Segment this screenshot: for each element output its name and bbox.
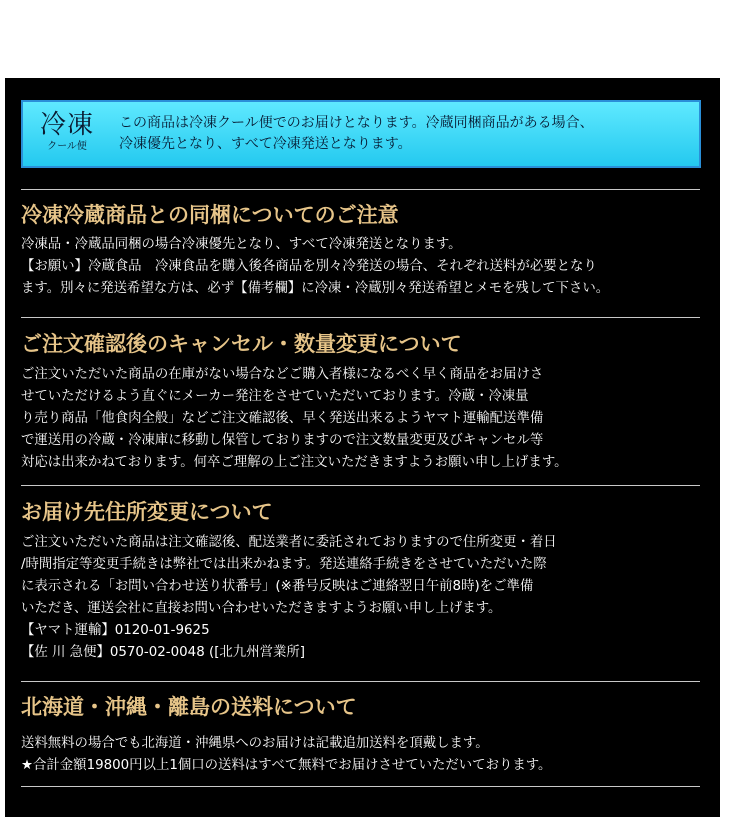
body-line: せていただけるよう直ぐにメーカー発注をさせていただいております。冷蔵・冷凍量: [21, 389, 529, 404]
banner-message: [119, 113, 699, 155]
section-title-remote-shipping: 北海道・沖縄・離島の送料について: [21, 694, 357, 719]
section-divider: [21, 485, 700, 486]
section-divider: [21, 317, 700, 318]
section-title-cancellation: ご注文確認後のキャンセル・数量変更について: [21, 331, 462, 356]
badge-main-text: 冷凍: [39, 110, 94, 140]
section-title-address-change: お届け先住所変更について: [21, 499, 273, 524]
sagawa-phone: 【佐 川 急便】0570-02-0048 ([北九州営業所]: [21, 645, 305, 660]
frozen-cool-badge: [37, 110, 97, 162]
body-line: で運送用の冷蔵・冷凍庫に移動し保管しておりますので注文数量変更及びキャンセル等: [21, 433, 544, 448]
body-line: ★合計金額19800円以上1個口の送料はすべて無料でお届けさせていただいております。: [21, 758, 552, 773]
yamato-phone: 【ヤマト運輸】0120-01-9625: [21, 623, 210, 638]
section-divider: [21, 189, 700, 190]
body-line: 【お願い】冷蔵食品 冷凍食品を購入後各商品を別々冷発送の場合、それぞれ送料が必要となり: [21, 259, 597, 274]
section-body-cancellation: [21, 364, 711, 474]
body-line: 送料無料の場合でも北海道・沖縄県へのお届けは記載追加送料を頂戴します。: [21, 736, 489, 751]
body-line: 対応は出来かねております。何卒ご理解の上ご注文いただきますようお願い申し上げます。: [21, 455, 568, 470]
section-divider: [21, 681, 700, 682]
body-line: いただき、運送会社に直接お問い合わせいただきますようお願い申し上げます。: [21, 601, 502, 616]
section-body-bundling: [21, 234, 711, 300]
body-line: 冷凍品・冷蔵品同梱の場合冷凍優先となり、すべて冷凍発送となります。: [21, 237, 462, 252]
banner-line: 冷凍優先となり、すべて冷凍発送となります。: [119, 136, 412, 152]
banner-line: この商品は冷凍クール便でのお届けとなります。冷蔵同梱商品がある場合、: [119, 115, 594, 131]
body-line: り売り商品「他食肉全般」などご注文確認後、早く発送出来るようヤマト運輸配送準備: [21, 411, 544, 426]
section-body-remote-shipping: [21, 733, 711, 777]
body-line: に表示される「お問い合わせ送り状番号」(※番号反映はご連絡翌日午前8時)をご準備: [21, 579, 534, 594]
section-body-address-change: [21, 532, 711, 664]
body-line: ます。別々に発送希望な方は、必ず【備考欄】に冷凍・冷蔵別々発送希望とメモを残して下さい。: [21, 281, 610, 296]
body-line: ご注文いただいた商品は注文確認後、配送業者に委託されておりますので住所変更・着日: [21, 535, 557, 550]
body-line: /時間指定等変更手続きは弊社では出来かねます。発送連絡手続きをさせていただいた際: [21, 557, 547, 572]
section-title-bundling: 冷凍冷蔵商品との同梱についてのご注意: [21, 202, 399, 227]
badge-sub-text: クール便: [47, 141, 87, 152]
body-line: ご注文いただいた商品の在庫がない場合などご購入者様になるべく早く商品をお届けさ: [21, 367, 544, 382]
section-divider: [21, 786, 700, 787]
frozen-shipping-banner: [21, 100, 701, 168]
